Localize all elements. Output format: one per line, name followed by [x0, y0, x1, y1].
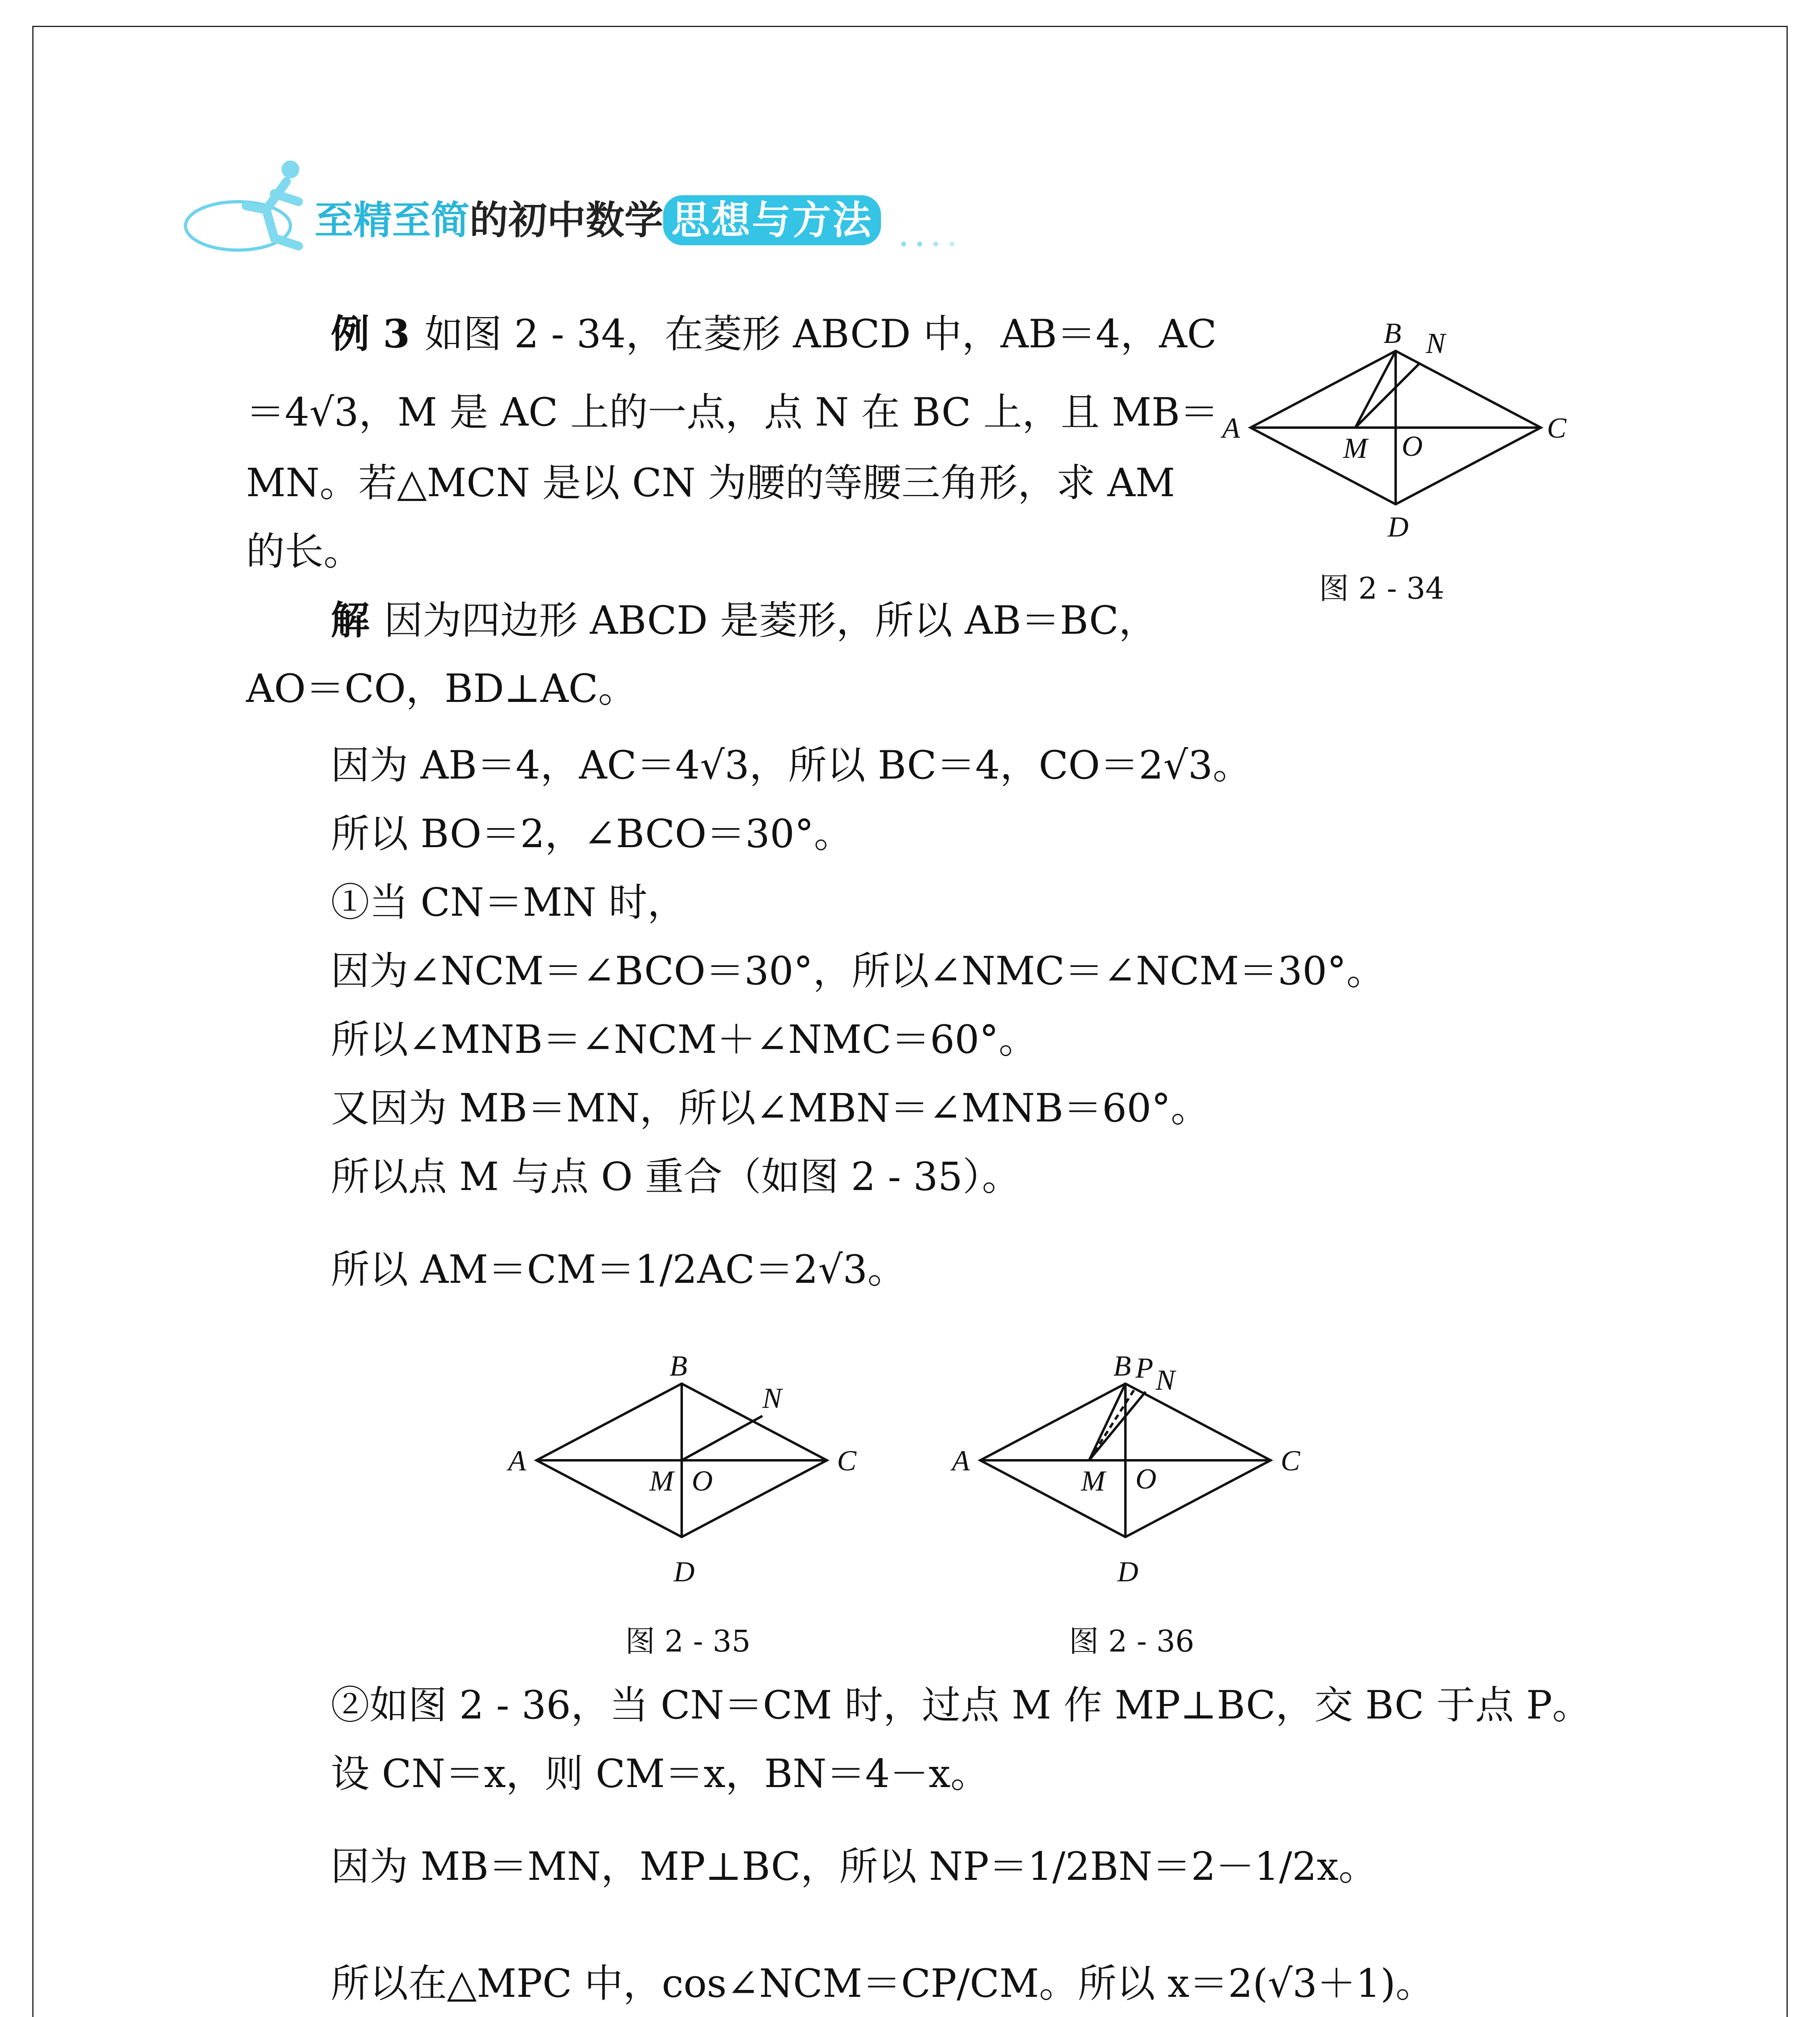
solution-line-6: 因为∠NCM＝∠BCO＝30°，所以∠NMC＝∠NCM＝30°。: [331, 948, 1385, 994]
header-title-part1: 至精至简: [315, 198, 470, 243]
fig35-label-M: M: [649, 1465, 674, 1497]
fig34-label-A: A: [1222, 412, 1240, 444]
fig34-caption: 图 2 - 34: [1319, 571, 1444, 606]
example-line-1: [331, 311, 1217, 357]
fig36-label-D: D: [1117, 1556, 1138, 1588]
fig36-label-A: A: [952, 1445, 970, 1477]
solution-line-4: 所以 BO＝2，∠BCO＝30°。: [331, 811, 853, 856]
header-dots-decoration: [895, 238, 976, 250]
example-label: 例 3: [331, 311, 410, 357]
solution-line-1: [331, 597, 1157, 644]
example-line-4: 的长。: [246, 529, 362, 574]
fig34-label-M: M: [1343, 432, 1367, 464]
solution-line-14: 所以在△MPC 中，cos∠NCM＝CP/CM。所以 x＝2(√3＋1)。: [331, 1961, 1434, 2006]
fig35-label-B: B: [670, 1350, 687, 1382]
solution-line-2: AO＝CO，BD⊥AC。: [246, 666, 637, 711]
fig36-label-P: P: [1135, 1352, 1153, 1384]
solution-label: 解: [331, 597, 369, 643]
fig34-label-N: N: [1426, 327, 1446, 359]
solution-line-3: 因为 AB＝4，AC＝4√3，所以 BC＝4，CO＝2√3。: [331, 743, 1252, 788]
solution-line-5: ①当 CN＝MN 时，: [331, 880, 686, 925]
solution-line-13: 因为 MB＝MN，MP⊥BC，所以 NP＝1/2BN＝2－1/2x。: [331, 1844, 1378, 1889]
runner-logo-icon: [177, 153, 323, 266]
header-title: [315, 190, 881, 245]
example-line-3: MN。若△MCN 是以 CN 为腰的等腰三角形，求 AM: [246, 460, 1175, 505]
fig34-label-B: B: [1384, 317, 1401, 349]
fig35-label-N: N: [762, 1382, 782, 1414]
fig35-label-D: D: [674, 1556, 695, 1588]
solution-line-9: 所以点 M 与点 O 重合（如图 2 - 35）。: [331, 1154, 1021, 1199]
example-text-1: 如图 2 - 34，在菱形 ABCD 中，AB＝4，AC: [424, 311, 1217, 357]
fig35-caption: 图 2 - 35: [625, 1624, 751, 1659]
header-title-part2: 的初中数学: [470, 198, 663, 243]
solution-line-11: ②如图 2 - 36，当 CN＝CM 时，过点 M 作 MP⊥BC，交 BC 于点 P。: [331, 1683, 1591, 1728]
fig34-label-C: C: [1547, 412, 1567, 444]
figure-2-34: [1210, 307, 1613, 565]
fig36-label-C: C: [1281, 1445, 1300, 1477]
fig35-label-C: C: [837, 1445, 857, 1477]
fig36-label-N: N: [1156, 1364, 1175, 1396]
solution-line-8: 又因为 MB＝MN，所以∠MBN＝∠MNB＝60°。: [331, 1086, 1210, 1131]
solution-line-7: 所以∠MNB＝∠NCM＋∠NMC＝60°。: [331, 1017, 1037, 1062]
fig34-label-D: D: [1388, 511, 1409, 543]
solution-text-1: 因为四边形 ABCD 是菱形，所以 AB＝BC，: [384, 598, 1158, 643]
fig36-label-B: B: [1113, 1350, 1131, 1382]
solution-line-10: 所以 AM＝CM＝1/2AC＝2√3。: [331, 1247, 906, 1292]
fig36-label-O: O: [1135, 1463, 1156, 1495]
header-title-part3: 思想与方法: [663, 195, 881, 245]
solution-line-12: 设 CN＝x，则 CM＝x，BN＝4－x。: [331, 1751, 989, 1796]
example-line-2: ＝4√3，M 是 AC 上的一点，点 N 在 BC 上，且 MB＝: [246, 390, 1219, 435]
figure-2-36: [936, 1339, 1339, 1622]
fig34-label-O: O: [1402, 430, 1423, 462]
fig36-label-M: M: [1081, 1465, 1105, 1497]
figure-2-35: [496, 1339, 900, 1622]
fig35-label-O: O: [692, 1465, 713, 1497]
fig36-caption: 图 2 - 36: [1069, 1624, 1194, 1659]
fig35-label-A: A: [508, 1445, 526, 1477]
